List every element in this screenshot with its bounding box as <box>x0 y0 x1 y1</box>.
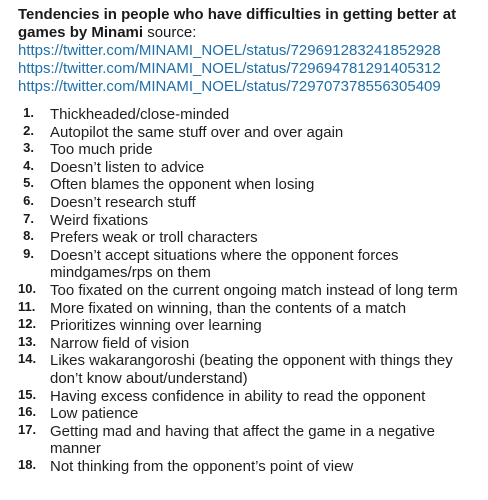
list-item-text: Prioritizes winning over learning <box>50 317 262 335</box>
list-item-text: Weird fixations <box>50 211 149 229</box>
source-link-3[interactable]: https://twitter.com/MINAMI_NOEL/status/729707378556305409 <box>18 78 441 95</box>
list-item-number: 10 . <box>18 280 50 298</box>
source-links <box>18 42 484 96</box>
tendency-list <box>18 106 484 475</box>
document <box>18 6 484 475</box>
list-item <box>18 141 484 159</box>
list-item-number: 15 . <box>18 386 50 404</box>
list-item-number: 18 . <box>18 456 50 474</box>
list-item-text: Not thinking from the opponent’s point of view <box>50 457 354 475</box>
list-item-number: 14 . <box>18 350 50 368</box>
list-item <box>18 282 484 300</box>
list-item-number: 17 . <box>18 421 50 439</box>
list-item-text: Having excess confidence in ability to read the opponent <box>50 387 426 405</box>
list-item-text: Thickheaded/close-minded <box>50 106 230 123</box>
list-item-number: 2 . <box>18 122 50 140</box>
list-item-text: Narrow field of vision <box>50 334 190 352</box>
list-item-number: 12 . <box>18 315 50 333</box>
list-item-text: More fixated on winning, than the contents of a match <box>50 299 407 317</box>
list-item-number: 6 . <box>18 192 50 210</box>
list-item-number: 4 . <box>18 157 50 175</box>
list-item-text: Likes wakarangoroshi (beating the opponent with things they don’t know about/understand) <box>50 352 453 387</box>
list-item-text: Doesn’t research stuff <box>50 193 196 211</box>
list-item-number: 5 . <box>18 174 50 192</box>
list-item <box>18 300 484 318</box>
list-item <box>18 388 484 406</box>
list-item-number: 16 . <box>18 403 50 421</box>
source-link-1[interactable]: https://twitter.com/MINAMI_NOEL/status/729691283241852928 <box>18 42 441 59</box>
list-item <box>18 247 484 282</box>
list-item-number: 13 . <box>18 333 50 351</box>
source-link-2[interactable]: https://twitter.com/MINAMI_NOEL/status/729694781291405312 <box>18 60 441 77</box>
list-item <box>18 159 484 177</box>
list-item <box>18 194 484 212</box>
list-item-number: 1 . <box>18 104 50 122</box>
list-item-number: 8 . <box>18 227 50 245</box>
document-title <box>18 6 484 42</box>
list-item-text: Too fixated on the current ongoing match instead of long term <box>50 281 458 299</box>
list-item <box>18 317 484 335</box>
list-item-text: Too much pride <box>50 141 153 159</box>
list-item-text: Getting mad and having that affect the game in a negative manner <box>50 422 435 458</box>
list-item-text: Often blames the opponent when losing <box>50 176 315 194</box>
list-item-number: 7 . <box>18 210 50 228</box>
list-item-text: Doesn’t listen to advice <box>50 158 205 176</box>
list-item-text: Doesn’t accept situations where the opponent forces mindgames/rps on them <box>50 246 399 282</box>
list-item <box>18 335 484 353</box>
list-item <box>18 352 484 387</box>
list-item <box>18 124 484 142</box>
list-item <box>18 106 484 124</box>
list-item <box>18 176 484 194</box>
list-item-text: Prefers weak or troll characters <box>50 229 258 247</box>
list-item <box>18 458 484 476</box>
list-item <box>18 405 484 423</box>
source-label: source: <box>143 24 197 41</box>
list-item-text: Autopilot the same stuff over and over again <box>50 123 344 141</box>
list-item <box>18 423 484 458</box>
title-text: Tendencies in people who have difficulties in getting better at games by Minami <box>18 6 457 41</box>
list-item <box>18 212 484 230</box>
list-item <box>18 229 484 247</box>
list-item-number: 3 . <box>18 139 50 157</box>
list-item-number: 11 . <box>18 298 50 316</box>
list-item-text: Low patience <box>50 405 139 423</box>
list-item-number: 9 . <box>18 245 50 263</box>
